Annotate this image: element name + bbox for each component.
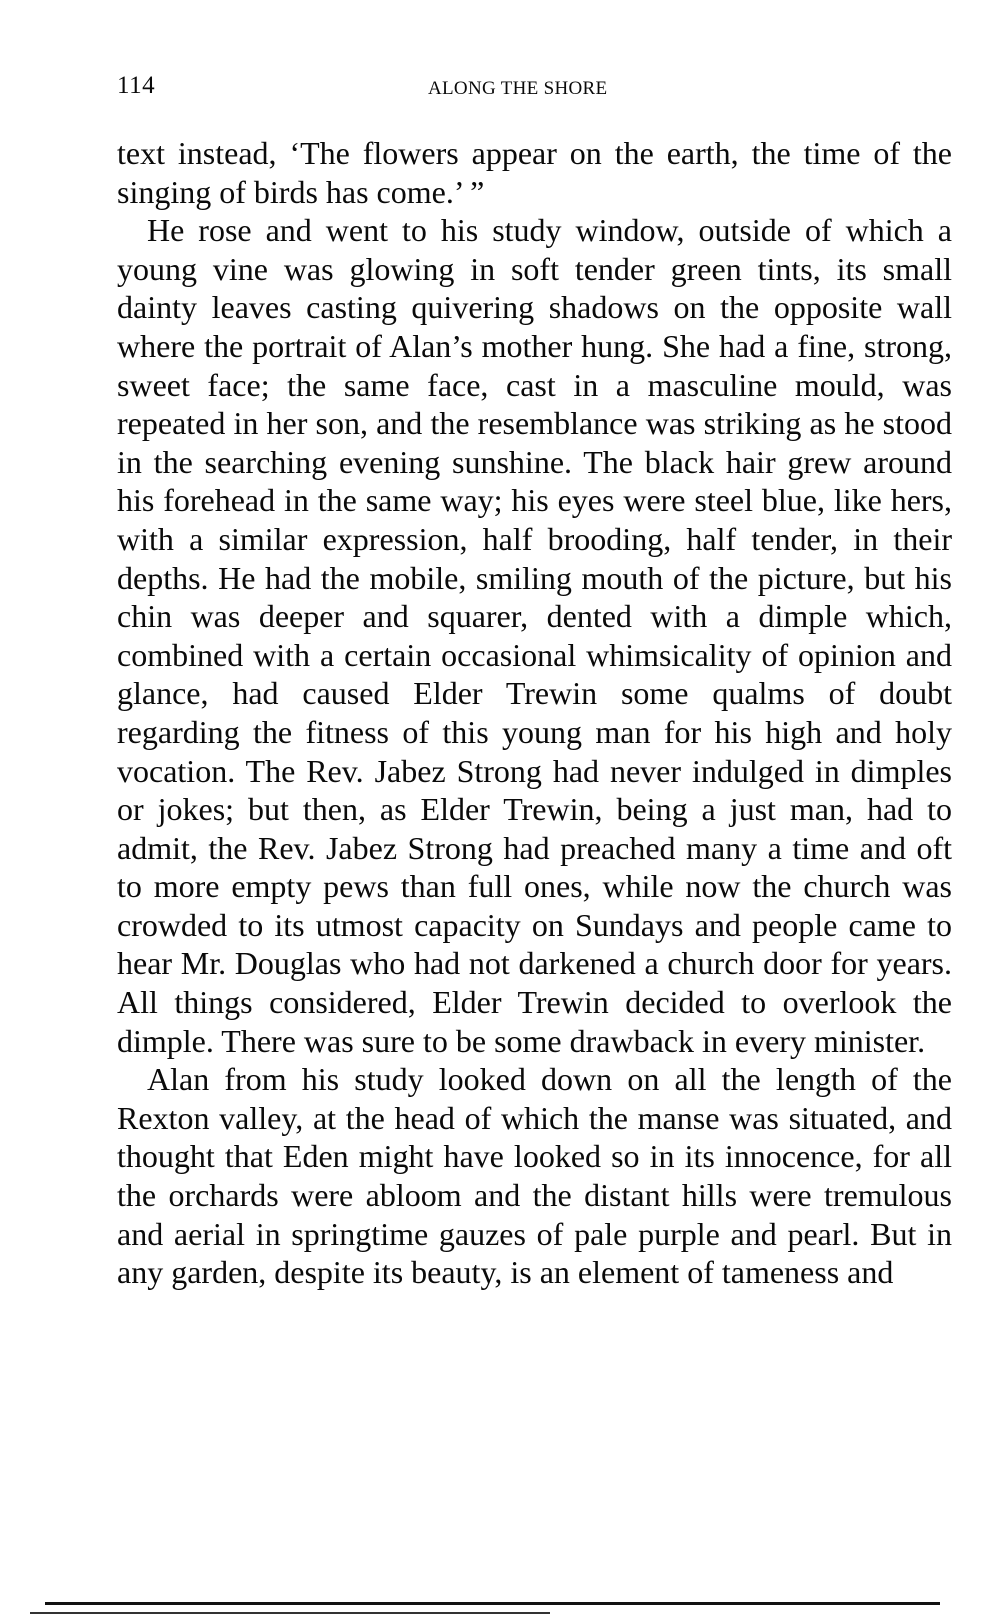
paragraph-rexton-valley: Alan from his study looked down on all the length of the Rexton valley, at the head of which the manse was situated, and thought that Eden might have looked so in its innocence, for all the orchards were abloom and the distant hills were tremulous and aerial in springtime gauzes of pale purple and pearl. But in any garden, despite its beauty, is an element of tameness and (117, 1061, 952, 1291)
running-head: ALONG THE SHORE (428, 78, 608, 99)
body-text (117, 134, 952, 1292)
footer-rule-thin (30, 1612, 550, 1614)
footer-rule (45, 1602, 940, 1605)
paragraph-continued: text instead, ‘The flowers appear on the earth, the time of the singing of birds has come.’ ” (117, 135, 952, 210)
paragraph-study-window: He rose and went to his study window, outside of which a young vine was glowing in soft tender green tints, its small dainty leaves casting quivering shadows on the opposite wall where the portrait of Alan’s mother hung. She had a fine, strong, sweet face; the same face, cast in a masculine mould, was repeated in her son, and the resemblance was striking as he stood in the searching evening sunshine. The black hair grew around his forehead in the same way; his eyes were steel blue, like hers, with a similar expression, half brooding, half tender, in their depths. He had the mobile, smiling mouth of the picture, but his chin was deeper and squarer, dented with a dimple which, combined with a certain occasional whimsicality of opinion and glance, had caused Elder Trewin some qualms of doubt regarding the fitness of this young man for his high and holy vocation. The Rev. Jabez Strong had never indulged in dimples or jokes; but then, as Elder Trewin, being a just man, had to admit, the Rev. Jabez Strong had preached many a time and oft to more empty pews than full ones, while now the church was crowded to its utmost capacity on Sundays and people came to hear Mr. Douglas who had not darkened a church door for years. All things considered, Elder Trewin decided to overlook the dimple. There was sure to be some drawback in every minister. (117, 212, 952, 1059)
page-header (0, 72, 1000, 112)
page-number: 114 (117, 72, 156, 99)
